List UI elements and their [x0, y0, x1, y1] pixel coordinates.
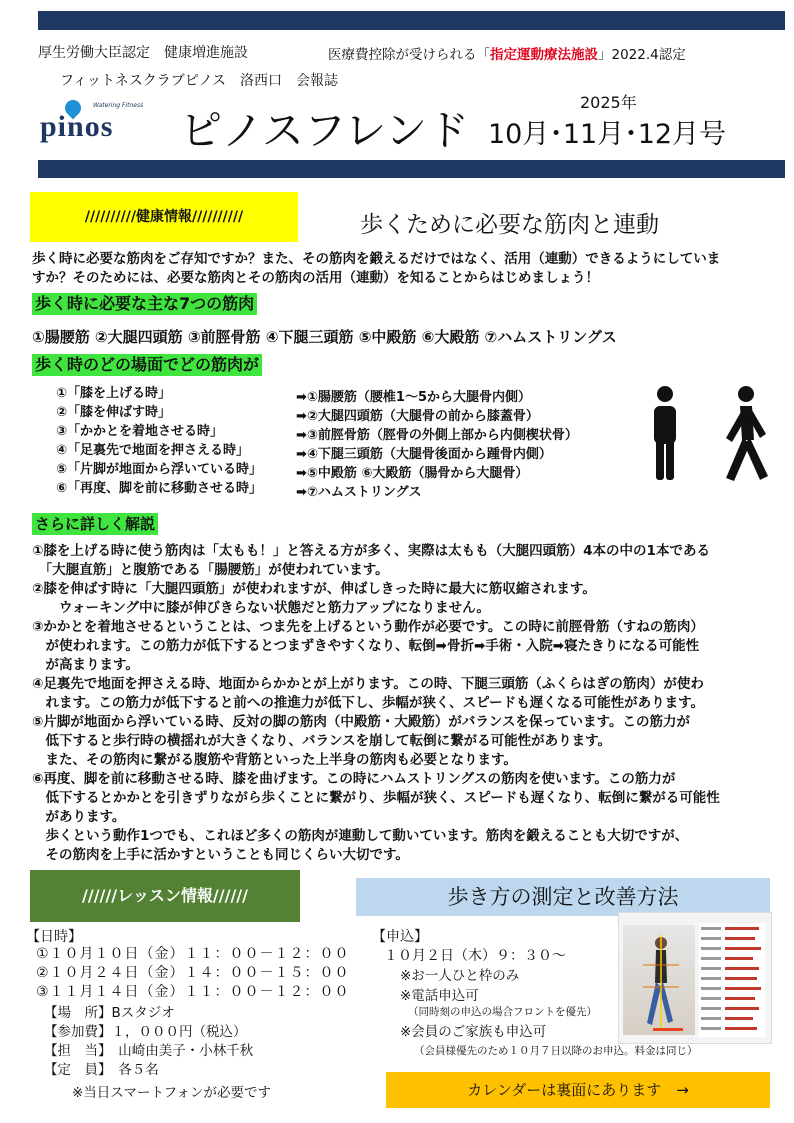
apply-note: ※電話申込可 [400, 988, 479, 1004]
apply-note-small: （同時刻の申込の場合フロントを優先） [408, 1006, 597, 1018]
schedule-date: ②１０月２４日（金）１４：００－１５：００ [36, 965, 350, 981]
intro-line-2: すか？そのためには、必要な筋肉とその筋肉の活用（連動）を知ることからはじめましょう！ [32, 270, 599, 286]
scene-muscle-item: ➡⑦ハムストリングス [296, 485, 422, 500]
detail-line: その筋肉を上手に活かすということも同じくらい大切です。 [32, 847, 409, 863]
section-seven-muscles-title: 歩く時に必要な主な7つの筋肉 [32, 293, 257, 315]
lesson-info-badge [30, 870, 300, 922]
detail-line: 低下するとかかとを引きずりながら歩くことに繋がり、歩幅が狭く、スピードも遅くなり、転倒に繋がる可能性 [32, 790, 720, 806]
deduction-highlight: 指定運動療法施設 [490, 47, 598, 63]
scene-item: ④「足裏先で地面を押さえる時」 [56, 443, 250, 458]
apply-label: 【申込】 [372, 929, 428, 945]
gait-analysis-screenshot [618, 912, 772, 1044]
lesson-staff: 【担 当】 山崎由美子・小林千秋 [44, 1043, 254, 1059]
lesson-info-badge-text: //////レッスン情報////// [82, 886, 248, 905]
calendar-notice-box [386, 1072, 770, 1108]
logo-wordmark: pinos [40, 110, 114, 143]
scene-item: ①「膝を上げる時」 [56, 386, 172, 401]
section-scene-title: 歩く時のどの場面でどの筋肉が [32, 354, 262, 376]
deduction-suffix: 」2022.4認定 [598, 47, 686, 63]
lesson-place: 【場 所】Bスタジオ [44, 1005, 175, 1021]
detail-line: があります。 [32, 809, 126, 825]
schedule-date: ③１１月１４日（金）１１：００－１２：００ [36, 984, 350, 1000]
deduction-prefix: 医療費控除が受けられる「 [328, 47, 490, 63]
newsletter-title: ピノスフレンド [180, 106, 470, 155]
calendar-notice-text: カレンダーは裏面にあります → [467, 1081, 689, 1099]
detail-line: ②膝を伸ばす時に「大腿四頭筋」が使われますが、伸ばしきった時に最大に筋収縮されます。 [32, 581, 596, 597]
logo-tagline: Watering Fitness [93, 102, 144, 109]
detail-line: ④足裏先で地面を押さえる時、地面からかかとが上がります。この時、下腿三頭筋（ふくらはぎの筋肉）が使わ [32, 676, 704, 692]
schedule-date: ①１０月１０日（金）１１：００－１２：００ [36, 946, 350, 962]
scene-muscle-list [296, 388, 578, 502]
club-line: フィットネスクラブピノス 洛西口 会報誌 [60, 73, 339, 89]
detail-text [32, 542, 720, 865]
detail-line: また、その筋肉に繋がる腹筋や背筋といった上半身の筋肉も必要となります。 [32, 752, 517, 768]
apply-note: ※会員のご家族も申込可 [400, 1024, 547, 1040]
scene-muscle-item: ➡⑤中殿筋 ⑥大殿筋（腸骨から大腿骨） [296, 466, 529, 481]
detail-line: ⑥再度、脚を前に移動させる時、膝を曲げます。この時にハムストリングスの筋肉を使います。この筋力が [32, 771, 676, 787]
schedule-dates [36, 945, 350, 1002]
section-detail-title: さらに詳しく解説 [32, 513, 158, 535]
detail-line: れます。この筋力が低下すると前への推進力が低下し、歩幅が狭く、スピードも遅くなる可能性があります。 [32, 695, 705, 711]
scene-muscle-item: ➡④下腿三頭筋（大腿骨後面から踵骨内側） [296, 447, 552, 462]
scene-item: ⑤「片脚が地面から浮いている時」 [56, 462, 263, 477]
scene-item: ②「膝を伸ばす時」 [56, 405, 172, 420]
certification-line: 厚生労働大臣認定 健康増進施設 [38, 45, 248, 61]
pinos-logo [38, 96, 150, 144]
scene-muscle-item: ➡③前脛骨筋（脛骨の外側上部から内側楔状骨） [296, 428, 578, 443]
detail-line: ウォーキング中に膝が伸びきらない状態だと筋力アップになりません。 [32, 600, 490, 616]
top-banner-bar [38, 11, 785, 30]
walking-person-icon [712, 384, 778, 484]
health-headline: 歩くために必要な筋肉と連動 [360, 212, 659, 238]
lesson-note: ※当日スマートフォンが必要です [72, 1085, 271, 1101]
detail-line: ③かかとを着地させるということは、つま先を上げるという動作が必要です。この時に前脛骨筋（すねの筋肉） [32, 619, 704, 635]
health-info-badge-text: //////////健康情報////////// [84, 209, 244, 225]
scene-item: ⑥「再度、脚を前に移動させる時」 [56, 481, 263, 496]
schedule-label: 【日時】 [26, 929, 82, 945]
issue-year: 2025年 [580, 93, 637, 112]
lesson-fee: 【参加費】１，０００円（税込） [44, 1024, 247, 1040]
detail-line: が高まります。 [32, 657, 139, 673]
header-divider-bar [38, 160, 785, 178]
gait-photo [623, 925, 695, 1035]
issue-months: 10月･11月･12月号 [488, 119, 727, 150]
detail-line: ①膝を上げる時に使う筋肉は「太もも！」と答える方が多く、実際は太もも（大腿四頭筋）4本の中の1本である [32, 543, 710, 559]
detail-line: 低下すると歩行時の横揺れが大きくなり、バランスを崩して転倒に繋がる可能性があります。 [32, 733, 612, 749]
apply-note-small: （会員様優先のため１０月７日以降のお申込。料金は同じ） [414, 1045, 698, 1057]
deduction-line [328, 43, 686, 63]
scene-item: ③「かかとを着地させる時」 [56, 424, 224, 439]
standing-person-icon [648, 384, 682, 480]
scene-list [56, 384, 262, 498]
muscle-list: ①腸腰筋 ②大腿四頭筋 ③前脛骨筋 ④下腿三頭筋 ⑤中殿筋 ⑥大殿筋 ⑦ハムストリングス [32, 328, 617, 346]
detail-line: ⑤片脚が地面から浮いている時、反対の脚の筋肉（中殿筋・大殿筋）がバランスを保っています。この筋力が [32, 714, 690, 730]
detail-line: が使われます。この筋力が低下するとつまずきやすくなり、転倒➡骨折➡手術・入院➡寝たきりになる可能性 [32, 638, 700, 654]
walking-woman-icon [623, 925, 695, 1035]
detail-line: 歩くという動作1つでも、これほど多くの筋肉が連動して動いています。筋肉を鍛えることも大切ですが、 [32, 828, 689, 844]
lesson-title: 歩き方の測定と改善方法 [447, 885, 679, 909]
gait-metrics-panel [699, 923, 765, 1037]
lesson-capacity: 【定 員】 各５名 [44, 1062, 159, 1078]
apply-date: １０月２日（木）９：３０～ [384, 948, 566, 964]
lesson-details [44, 1004, 253, 1080]
detail-line: 「大腿直筋」と腹筋である「腸腰筋」が使われています。 [32, 562, 389, 578]
scene-muscle-item: ➡②大腿四頭筋（大腿骨の前から膝蓋骨） [296, 409, 539, 424]
apply-note: ※お一人ひと枠のみ [400, 968, 520, 984]
scene-muscle-item: ➡①腸腰筋（腰椎1～5から大腿骨内側） [296, 390, 531, 405]
gait-metrics-bars [699, 923, 765, 1037]
intro-line-1: 歩く時に必要な筋肉をご存知ですか？また、その筋肉を鍛えるだけではなく、活用（連動）できるようにしていま [32, 251, 721, 267]
lesson-title-box [356, 878, 770, 916]
health-info-badge [30, 192, 298, 242]
